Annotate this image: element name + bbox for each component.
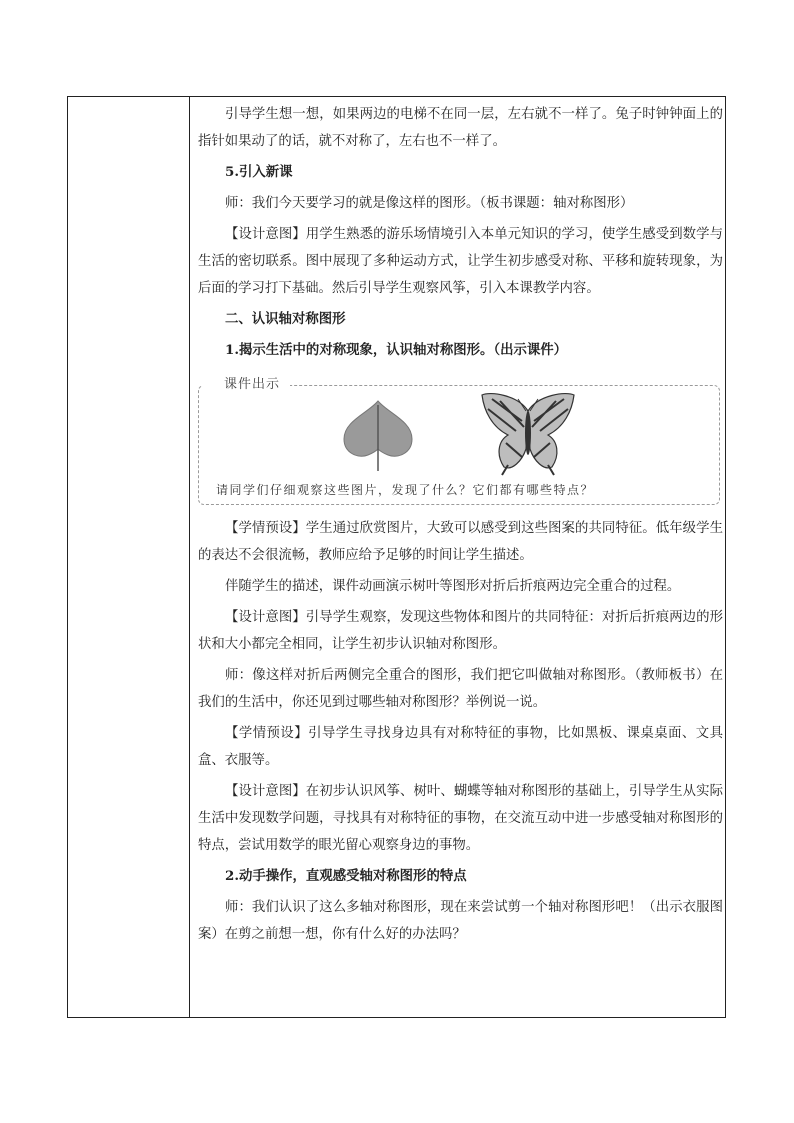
paragraph-3: 【设计意图】用学生熟悉的游乐场情境引入本单元知识的学习，使学生感受到数学与生活的密切联系。图中展现了多种运动方式，让学生初步感受对称、平移和旋转现象，为后面的学习打下基础。然后引导学生观察风筝，引入本课教学内容。 <box>198 227 723 296</box>
butterfly-icon <box>478 391 578 477</box>
paragraph-9: 【设计意图】在初步认识风筝、树叶、蝴蝶等轴对称图形的基础上，引导学生从实际生活中发现数学问题，寻找具有对称特征的事物，在交流互动中进一步感受轴对称图形的特点，尝试用数学的眼光留心观察身边的事物。 <box>198 784 723 853</box>
courseware-tab: 课件出示 <box>202 373 290 397</box>
paragraph-10: 师：我们认识了这么多轴对称图形，现在来尝试剪一个轴对称图形吧！（出示衣服图案）在剪之前想一想，你有什么好的办法吗？ <box>198 900 723 942</box>
heading-hands-on: 2.动手操作，直观感受轴对称图形的特点 <box>225 868 467 884</box>
paragraph-8: 【学情预设】引导学生寻找身边具有对称特征的事物，比如黑板、课桌桌面、文具盒、衣服等。 <box>198 726 723 768</box>
courseware-box <box>198 373 720 506</box>
courseware-caption: 请同学们仔细观察这些图片，发现了什么？它们都有哪些特点？ <box>216 483 595 497</box>
paragraph-1: 引导学生想一想，如果两边的电梯不在同一层，左右就不一样了。兔子时钟钟面上的指针如果动了的话，就不对称了，左右也不一样了。 <box>198 107 723 149</box>
column-divider <box>189 97 190 1017</box>
lesson-content <box>198 101 723 952</box>
leaf-icon <box>338 393 418 473</box>
heading-section-two: 二、认识轴对称图形 <box>225 311 346 327</box>
paragraph-7: 师：像这样对折后两侧完全重合的图形，我们把它叫做轴对称图形。（教师板书）在我们的生活中，你还见到过哪些轴对称图形？举例说一说。 <box>198 668 723 710</box>
lesson-table <box>67 96 726 1018</box>
heading-introduce-new-lesson: 5.引入新课 <box>225 164 293 180</box>
paragraph-2: 师：我们今天要学习的就是像这样的图形。（板书课题：轴对称图形） <box>225 196 634 211</box>
paragraph-6: 【设计意图】引导学生观察，发现这些物体和图片的共同特征：对折后折痕两边的形状和大小都完全相同，让学生初步认识轴对称图形。 <box>198 610 723 652</box>
paragraph-5: 伴随学生的描述，课件动画演示树叶等图形对折后折痕两边完全重合的过程。 <box>225 579 681 594</box>
paragraph-4: 【学情预设】学生通过欣赏图片，大致可以感受到这些图案的共同特征。低年级学生的表达不会很流畅，教师应给予足够的时间让学生描述。 <box>198 521 723 563</box>
heading-reveal-symmetry: 1.揭示生活中的对称现象，认识轴对称图形。（出示课件） <box>225 342 568 358</box>
